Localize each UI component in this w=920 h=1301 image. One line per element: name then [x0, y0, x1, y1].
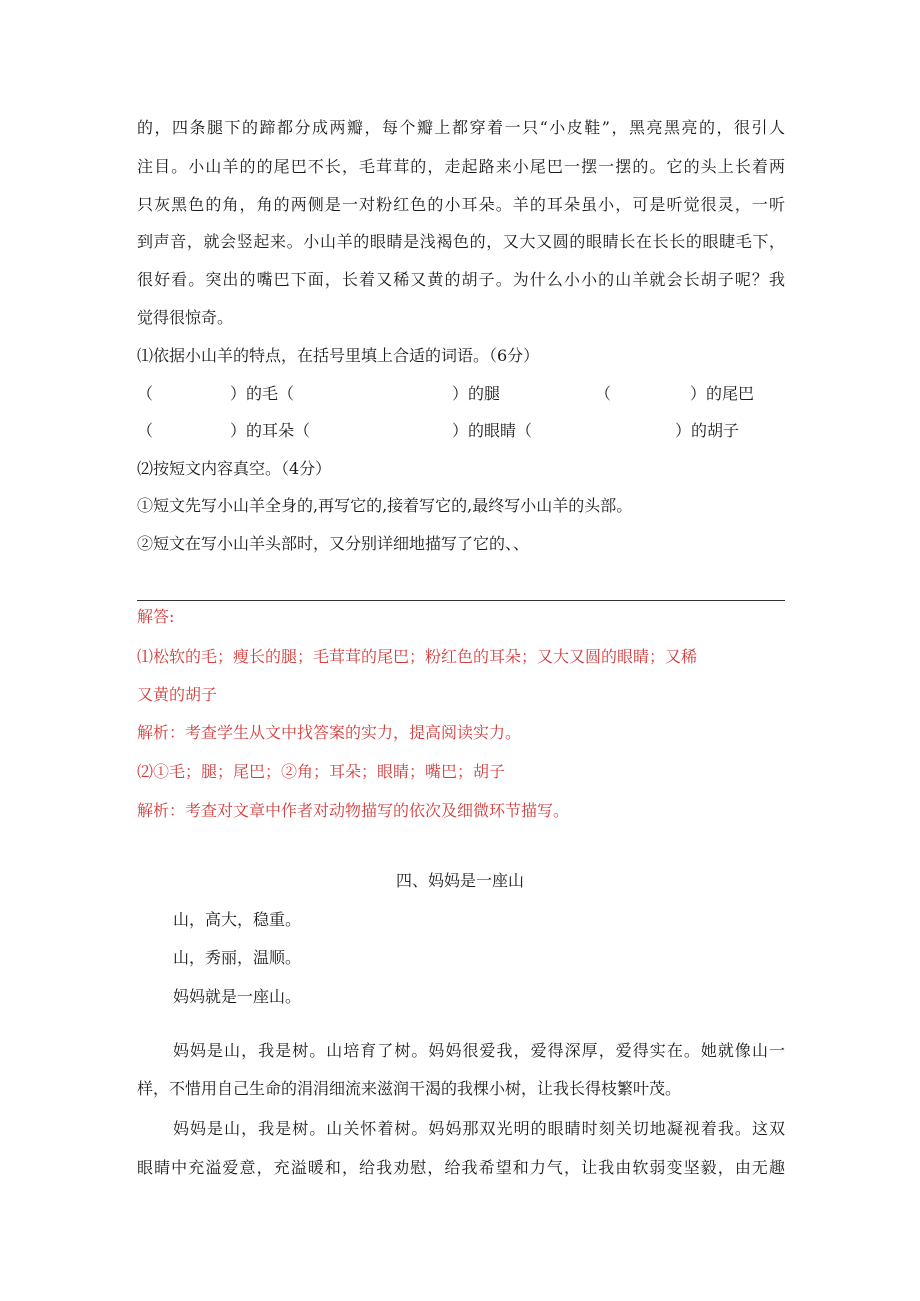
paragraph-line: 妈妈是山，我是树。山关怀着树。妈妈那双光明的眼睛时刻关切地凝视着我。这双 [173, 1119, 785, 1138]
fill-blank-paren: ）的眼睛（ [452, 421, 533, 440]
analysis-2: 解析：考查对文章中作者对动物描写的依次及细微环节描写。 [137, 801, 570, 820]
passage-line: 很好看。突出的嘴巴下面，长着又稀又黄的胡子。为什么小小的山羊就会长胡子呢？我 [137, 270, 785, 289]
fill-blank-paren: ）的胡子 [675, 421, 740, 440]
fill-blank-paren: （ [137, 384, 154, 403]
poem-line: 妈妈就是一座山。 [173, 987, 302, 1006]
passage-line: 的，四条腿下的蹄都分成两瓣，每个瓣上都穿着一只“小皮鞋”，黑亮黑亮的，很引人 [137, 118, 785, 137]
answer-heading: 解答: [137, 607, 175, 626]
paragraph-line: 眼睛中充溢爱意，充溢暖和，给我劝慰，给我希望和力气，让我由软弱变坚毅，由无趣 [137, 1158, 785, 1177]
question-1-prompt: ⑴依据小山羊的特点，在括号里填上合适的词语。（6分） [137, 346, 540, 365]
passage-line: 只灰黑色的角，角的两侧是一对粉红色的小耳朵。羊的耳朵虽小，可是听觉很灵，一听 [137, 195, 785, 214]
analysis-1: 解析：考查学生从文中找答案的实力，提高阅读实力。 [137, 723, 522, 742]
section-title: 四、妈妈是一座山 [395, 871, 524, 890]
fill-blank-paren: ）的腿 [452, 384, 501, 403]
answer-1-line-1: ⑴松软的毛；瘦长的腿；毛茸茸的尾巴；粉红色的耳朵；又大又圆的眼睛；又稀 [137, 647, 698, 666]
fill-blank-paren: ）的尾巴 [690, 384, 755, 403]
fill-blank-paren: （ [595, 384, 612, 403]
question-2-item-1: ①短文先写小山羊全身的,再写它的,接着写它的,最终写小山羊的头部。 [137, 496, 633, 515]
passage-line: 到声音，就会竖起来。小山羊的眼睛是浅褐色的，又大又圆的眼睛长在长长的眼睫毛下， [137, 232, 785, 251]
poem-line: 山，秀丽，温顺。 [173, 948, 302, 967]
answer-2: ⑵①毛；腿；尾巴；②角；耳朵；眼睛；嘴巴；胡子 [137, 762, 506, 781]
answer-1-line-2: 又黄的胡子 [137, 685, 218, 704]
fill-blank-paren: ）的耳朵（ [230, 421, 311, 440]
paragraph-line: 妈妈是山，我是树。山培育了树。妈妈很爱我，爱得深厚，爱得实在。她就像山一 [173, 1041, 785, 1060]
answer-divider [137, 600, 785, 601]
passage-line: 觉得很惊奇。 [137, 308, 234, 327]
poem-line: 山，高大，稳重。 [173, 910, 302, 929]
passage-line: 注目。小山羊的的尾巴不长，毛茸茸的，走起路来小尾巴一摆一摆的。它的头上长着两 [137, 157, 785, 176]
paragraph-line: 样，不惜用自己生命的涓涓细流来滋润干渴的我棵小树，让我长得枝繁叶茂。 [137, 1079, 682, 1098]
question-2-item-2: ②短文在写小山羊头部时，又分别详细地描写了它的、、 [137, 534, 530, 553]
fill-blank-paren: ）的毛（ [230, 384, 295, 403]
fill-blank-paren: （ [137, 421, 154, 440]
question-2-prompt: ⑵按短文内容真空。（4分） [137, 459, 332, 478]
